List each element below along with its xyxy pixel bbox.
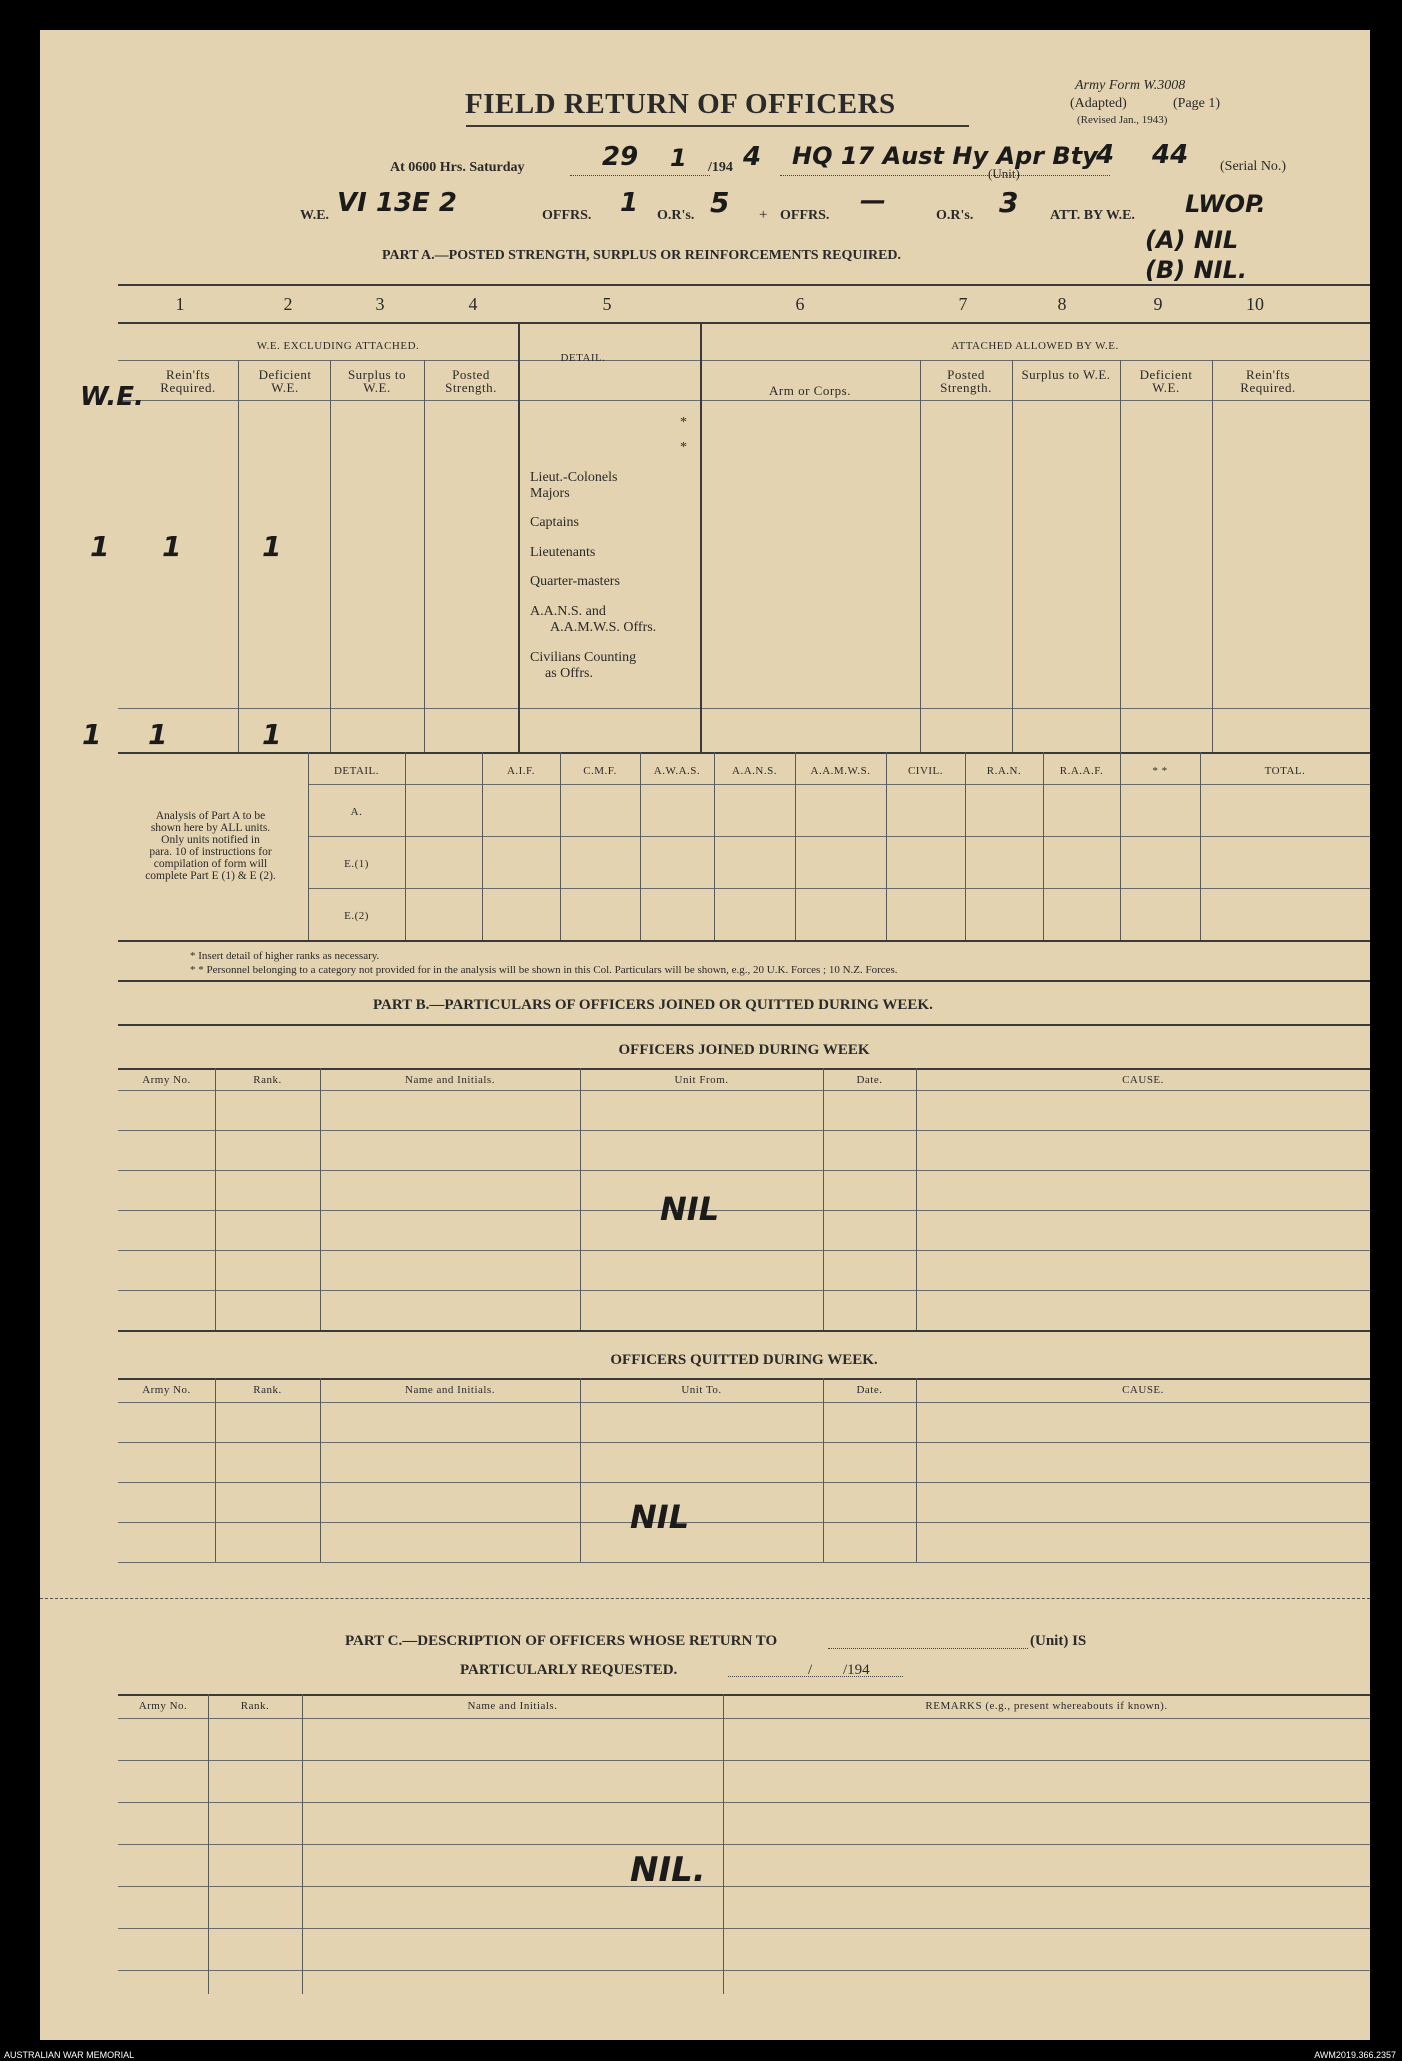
quitted-row-line (118, 1562, 1370, 1563)
colhead-posted: Posted Strength. (445, 367, 497, 395)
vline (1043, 752, 1044, 940)
group-attached-allowed: ATTACHED ALLOWED BY W.E. (951, 340, 1119, 352)
part-c-col-army-no: Army No. (138, 1700, 188, 1712)
colhead-att-surplus: Surplus to W.E. (1021, 367, 1111, 382)
ors2-value: 3 (999, 186, 1019, 219)
part-c-row-line (118, 1760, 1370, 1761)
vline (320, 1068, 321, 1330)
vline (215, 1378, 216, 1562)
col-number: 2 (283, 294, 293, 314)
analysis-head-aif: A.I.F. (506, 765, 536, 777)
serial-value: 4 (1096, 140, 1115, 170)
analysis-row-e1: E.(1) (344, 858, 369, 870)
part-c-date-dotline (728, 1676, 903, 1677)
joined-col-name: Name and Initials. (405, 1074, 495, 1086)
footnote-higher-ranks: * Insert detail of higher ranks as necessary. (190, 950, 380, 962)
rank-quartermasters: Quarter-masters (530, 574, 620, 589)
analysis-note (118, 810, 303, 882)
analysis-head-aamws: A.A.M.W.S. (810, 765, 871, 777)
quitted-title: OFFICERS QUITTED DURING WEEK. (610, 1352, 878, 1368)
asterisk: * (680, 415, 687, 430)
quitted-col-army-no: Army No. (142, 1384, 191, 1396)
offrs-label: OFFRS. (542, 208, 592, 223)
vline (916, 1378, 917, 1562)
joined-head-line (118, 1090, 1370, 1091)
analysis-row-e2: E.(2) (344, 910, 369, 922)
ors2-label: O.R's. (936, 208, 974, 223)
vline (330, 360, 331, 752)
asterisk: * (680, 440, 687, 455)
part-c-row-line (118, 1802, 1370, 1803)
att-value: LWOP. (1185, 190, 1266, 218)
analysis-head-ran: R.A.N. (986, 765, 1022, 777)
vline (1200, 752, 1201, 940)
rank-aamws: A.A.M.W.S. Offrs. (550, 620, 657, 635)
hw-total-deficient: 1 (262, 718, 282, 751)
offrs-value: 1 (620, 188, 639, 218)
army-form-label: Army Form W.3008 (1075, 78, 1186, 93)
part-c-year: /194 (843, 1662, 870, 1678)
quitted-nil: NIL (630, 1498, 690, 1536)
rank-captains: Captains (530, 515, 579, 530)
vline (795, 752, 796, 940)
part-c-row-line (118, 1970, 1370, 1971)
vline (518, 322, 520, 752)
quitted-top-line (118, 1378, 1370, 1380)
part-a-hw-b: (B) NIL. (1145, 256, 1248, 284)
joined-col-unit-from: Unit From. (674, 1074, 729, 1086)
unit-label: (Unit) (988, 166, 1020, 181)
hw-total-col: 1 (148, 718, 168, 751)
plus-sign: + (759, 207, 768, 223)
quitted-col-date: Date. (856, 1384, 883, 1396)
revised-label: (Revised Jan., 1943) (1077, 114, 1168, 126)
vline (920, 360, 921, 752)
analysis-head-civil: CIVIL. (907, 765, 944, 777)
joined-title: OFFICERS JOINED DURING WEEK (618, 1042, 870, 1058)
quitted-col-unit-to: Unit To. (681, 1384, 722, 1396)
joined-row-line (118, 1170, 1370, 1171)
vline (580, 1378, 581, 1562)
part-a-title: PART A.—POSTED STRENGTH, SURPLUS OR REINFORCEMENTS REQUIRED. (382, 248, 902, 263)
analysis-note-line: para. 10 of instructions for (149, 846, 272, 858)
analysis-head-aans: A.A.N.S. (732, 765, 777, 777)
joined-col-cause: CAUSE. (1122, 1074, 1164, 1086)
col-number: 10 (1246, 294, 1264, 314)
vline (823, 1378, 824, 1562)
serial-label: (Serial No.) (1220, 159, 1287, 174)
part-c-date-sep: / (808, 1662, 813, 1678)
serial-year: 44 (1152, 140, 1189, 170)
footnote-bottom-line (118, 980, 1370, 982)
offrs2-value: — (860, 186, 886, 216)
we-label: W.E. (300, 208, 330, 223)
vline (302, 1694, 303, 1994)
at-hours-label: At 0600 Hrs. Saturday (390, 160, 525, 175)
vline (886, 752, 887, 940)
colhead-arm-corps: Arm or Corps. (769, 383, 851, 398)
vline (560, 752, 561, 940)
form-sheet (40, 30, 1370, 2040)
analysis-row-a: A. (350, 806, 363, 818)
detail-header: DETAIL. (560, 352, 606, 364)
part-c-row-line (118, 1928, 1370, 1929)
rank-lieut-colonels: Lieut.-Colonels (530, 470, 618, 485)
subgroup-line (118, 360, 1370, 361)
vline (424, 360, 425, 752)
unit-value: HQ 17 Aust Hy Apr Bty (792, 142, 1098, 170)
col-number: 6 (795, 294, 805, 314)
ors-label: O.R's. (657, 208, 695, 223)
hw-captains-deficient-we: 1 (262, 530, 282, 563)
part-c-title-line2: PARTICULARLY REQUESTED. (460, 1662, 678, 1678)
analysis-row-e1-line (308, 888, 1370, 889)
footnote-personnel: * * Personnel belonging to a category not provided for in the analysis will be shown in this Col. Particulars will be shown, e.g., 20 U.K. Forces ; 10 N.Z. Forces. (190, 964, 898, 976)
footer-left: AUSTRALIAN WAR MEMORIAL (4, 2050, 135, 2060)
vline (238, 360, 239, 752)
analysis-note-line: compilation of form will (153, 858, 268, 870)
colhead-att-reinfts: Rein'fts Required. (1240, 367, 1296, 395)
colhead-surplus: Surplus to W.E. (347, 367, 407, 395)
ors-value: 5 (710, 186, 730, 219)
analysis-head-detail: DETAIL. (333, 765, 380, 777)
joined-col-date: Date. (856, 1074, 883, 1086)
joined-col-rank: Rank. (253, 1074, 282, 1086)
vline (1212, 360, 1213, 752)
att-label: ATT. BY W.E. (1050, 208, 1135, 223)
col-number: 8 (1057, 294, 1067, 314)
vline (916, 1068, 917, 1330)
title-underline (466, 125, 969, 127)
part-b-line (118, 1024, 1370, 1026)
analysis-note-line: Analysis of Part A to be (155, 810, 266, 822)
joined-top-line (118, 1068, 1370, 1070)
year-prefix: /194 (708, 160, 733, 175)
col-number: 4 (468, 294, 478, 314)
part-c-col-remarks: REMARKS (e.g., present whereabouts if known). (925, 1700, 1168, 1712)
analysis-head-total: TOTAL. (1264, 765, 1306, 777)
col-number: 5 (602, 294, 612, 314)
analysis-head-awas: A.W.A.S. (653, 765, 701, 777)
vline (208, 1694, 209, 1994)
vline (1012, 360, 1013, 752)
col-number: 1 (175, 294, 185, 314)
rank-majors: Majors (530, 486, 570, 501)
joined-col-army-no: Army No. (142, 1074, 191, 1086)
quitted-col-rank: Rank. (253, 1384, 282, 1396)
part-c-row-line (118, 1886, 1370, 1887)
hw-we: W.E. (80, 382, 144, 412)
vline (215, 1068, 216, 1330)
year-digit: 4 (743, 142, 762, 172)
rank-aans: A.A.N.S. and (530, 604, 606, 619)
rank-lieutenants: Lieutenants (530, 545, 596, 560)
part-c-unit-dotline (828, 1648, 1028, 1649)
vline (405, 752, 406, 940)
part-b-title: PART B.—PARTICULARS OF OFFICERS JOINED OR QUITTED DURING WEEK. (373, 997, 933, 1013)
part-c-head-line (118, 1718, 1370, 1719)
vline (1120, 752, 1121, 940)
joined-row-line (118, 1130, 1370, 1131)
joined-row-line (118, 1290, 1370, 1291)
part-c-nil: NIL. (630, 1850, 706, 1890)
form-title: FIELD RETURN OF OFFICERS (465, 88, 896, 120)
analysis-note-line: Only units notified in (161, 834, 260, 846)
date-day: 29 (602, 142, 639, 172)
part-c-unit-is: (Unit) IS (1030, 1633, 1087, 1649)
vline (580, 1068, 581, 1330)
vline (482, 752, 483, 940)
colhead-att-deficient: Deficient W.E. (1139, 367, 1193, 395)
adapted-label: (Adapted) (1070, 96, 1127, 111)
vline (823, 1068, 824, 1330)
hw-total-reinfts: 1 (82, 718, 102, 751)
analysis-note-line: shown here by ALL units. (150, 822, 271, 834)
quitted-col-cause: CAUSE. (1122, 1384, 1164, 1396)
page-label: (Page 1) (1173, 96, 1221, 111)
joined-bottom-line (118, 1330, 1370, 1332)
vline (965, 752, 966, 940)
vline (714, 752, 715, 940)
analysis-head-cmf: C.M.F. (583, 765, 617, 777)
joined-row-line (118, 1250, 1370, 1251)
vline (1120, 360, 1121, 752)
quitted-row-line (118, 1522, 1370, 1523)
col-number: 3 (375, 294, 385, 314)
colhead-deficient: Deficient W.E. (258, 367, 312, 395)
vline (320, 1378, 321, 1562)
vline (640, 752, 641, 940)
part-c-col-name: Name and Initials. (467, 1700, 558, 1712)
part-a-bottom-line (118, 752, 1370, 754)
group-we-excluding: W.E. EXCLUDING ATTACHED. (256, 340, 420, 352)
joined-row-line (118, 1210, 1370, 1211)
part-c-col-rank: Rank. (240, 1700, 270, 1712)
analysis-head-other: * * (1152, 765, 1168, 777)
part-c-top-line (118, 1694, 1370, 1696)
col-number: 9 (1153, 294, 1163, 314)
quitted-col-name: Name and Initials. (405, 1384, 495, 1396)
rank-civilians: Civilians Counting (530, 650, 637, 665)
quitted-row-line (118, 1442, 1370, 1443)
quitted-row-line (118, 1482, 1370, 1483)
part-c-title-line1: PART C.—DESCRIPTION OF OFFICERS WHOSE RETURN TO (345, 1633, 778, 1649)
date-month: 1 (670, 144, 687, 172)
part-c-row-line (118, 1844, 1370, 1845)
rank-as-offrs: as Offrs. (545, 666, 593, 681)
analysis-bottom-line (118, 940, 1370, 942)
analysis-note-line: complete Part E (1) & E (2). (145, 870, 276, 882)
cut-line (40, 1598, 1370, 1599)
joined-nil: NIL (660, 1190, 720, 1228)
part-a-top-line (118, 284, 1370, 286)
offrs2-label: OFFRS. (780, 208, 830, 223)
analysis-row-a-line (308, 836, 1370, 837)
hw-captains-reinfts: 1 (90, 530, 110, 563)
col-number: 7 (958, 294, 968, 314)
we-value: VI 13E 2 (337, 188, 457, 218)
unit-dotline (780, 175, 1110, 176)
part-a-hw-a: (A) NIL (1145, 226, 1239, 254)
colhead-att-posted: Posted Strength. (940, 367, 992, 395)
hw-captains-deficient: 1 (162, 530, 182, 563)
footer-right: AWM2019.366.2357 (1314, 2050, 1396, 2060)
date-dotline (570, 175, 710, 176)
analysis-head-line (308, 784, 1370, 785)
analysis-head-raaf: R.A.A.F. (1059, 765, 1104, 777)
vline (723, 1694, 724, 1994)
colhead-reinfts-req: Rein'fts Required. (160, 367, 216, 395)
quitted-head-line (118, 1402, 1370, 1403)
colhead-line (118, 400, 1370, 401)
col-numbers-line (118, 322, 1370, 324)
total-row-line (118, 708, 1370, 709)
